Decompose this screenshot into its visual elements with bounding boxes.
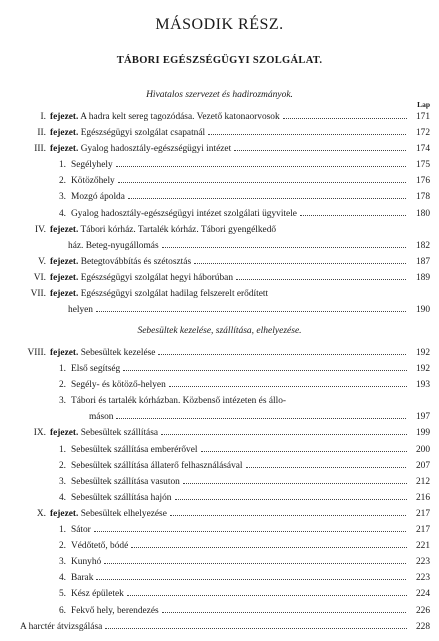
toc-entry-text: Sebesültek szállítása emberérővel bbox=[71, 444, 198, 455]
toc-entry-page: 223 bbox=[415, 573, 430, 584]
dot-leader bbox=[175, 499, 408, 500]
toc-entry-number: 4. bbox=[58, 492, 66, 503]
toc-entry-page: 223 bbox=[415, 557, 430, 568]
toc-entry-text: Sátor bbox=[71, 525, 91, 536]
toc-entry-title bbox=[50, 254, 407, 270]
section-heading-1: Hivatalos szervezet és hadirozmányok. bbox=[146, 90, 293, 100]
toc-entry bbox=[0, 109, 439, 125]
toc-entry-text: helyen bbox=[68, 305, 93, 316]
toc-entry-text: Egészségügyi szolgálat hegyi háborúban bbox=[80, 272, 234, 283]
toc-entry-text: Segély- és kötöző-helyen bbox=[71, 380, 166, 391]
toc-entry-number: VIII. bbox=[27, 348, 46, 358]
toc-entry bbox=[0, 522, 439, 538]
toc-entry-title bbox=[71, 393, 407, 409]
toc-entry-page: 175 bbox=[415, 160, 430, 171]
toc-entry-title bbox=[71, 490, 407, 506]
toc-entry bbox=[0, 206, 439, 222]
toc-entry-text: Kunyhó bbox=[71, 557, 102, 568]
toc-entry-number: I. bbox=[40, 112, 46, 122]
toc-entry-page: 187 bbox=[415, 256, 430, 267]
toc-entry-page: 190 bbox=[415, 305, 430, 316]
dot-leader bbox=[116, 166, 407, 167]
toc-entry-number: 1. bbox=[58, 525, 66, 536]
toc-entry bbox=[0, 506, 439, 522]
toc-entry-page: 224 bbox=[415, 589, 430, 600]
toc-entry bbox=[0, 270, 439, 286]
toc-entry-number: V. bbox=[38, 256, 46, 267]
toc-entry-page: 172 bbox=[415, 128, 430, 139]
dot-leader bbox=[183, 483, 407, 484]
toc-entry-text: Sebesültek szállítása hajón bbox=[71, 492, 172, 503]
toc-entry-text: Egészségügyi szolgálat csapatnál bbox=[80, 128, 206, 139]
toc-entry-number: 1. bbox=[58, 444, 66, 455]
toc-entry-title bbox=[68, 302, 407, 318]
dot-leader bbox=[94, 531, 407, 532]
toc-entry-text: Kötözőhely bbox=[71, 176, 115, 187]
dot-leader bbox=[161, 434, 407, 435]
toc-entry-number: 3. bbox=[58, 396, 66, 407]
toc-entry-number: 3. bbox=[58, 192, 66, 203]
toc-entry-text: Segélyhely bbox=[71, 160, 113, 171]
toc-entry-page: 189 bbox=[415, 272, 430, 283]
toc-entry-keyword: fejezet. bbox=[50, 348, 79, 358]
toc-entry-number: 2. bbox=[58, 541, 66, 552]
dot-leader bbox=[208, 134, 407, 135]
toc-entry-title bbox=[20, 619, 407, 635]
dot-leader bbox=[105, 628, 407, 629]
toc-entry-keyword: fejezet. bbox=[50, 272, 79, 283]
dot-leader bbox=[118, 182, 407, 183]
toc-entry-title bbox=[71, 554, 407, 570]
toc-entry-keyword: fejezet. bbox=[50, 508, 79, 519]
toc-entry-page: 176 bbox=[415, 176, 430, 187]
dot-leader bbox=[162, 612, 407, 613]
toc-entry-text: Barak bbox=[71, 573, 94, 584]
toc-entry-title bbox=[50, 286, 407, 302]
toc-entry-number: 6. bbox=[58, 605, 66, 616]
toc-entry-title bbox=[71, 586, 407, 602]
toc-entry-title bbox=[50, 125, 407, 141]
toc-entry-title bbox=[71, 442, 407, 458]
dot-leader bbox=[96, 579, 407, 580]
toc-entry bbox=[0, 125, 439, 141]
toc-entry-title bbox=[50, 345, 407, 361]
toc-entry-title bbox=[68, 238, 407, 254]
toc-entry-page: 182 bbox=[415, 240, 430, 251]
toc-entry-title bbox=[71, 570, 407, 586]
toc-entry bbox=[0, 619, 439, 635]
toc-entry-number: 1. bbox=[58, 160, 66, 171]
toc-entry bbox=[0, 345, 439, 361]
dot-leader bbox=[158, 354, 407, 355]
dot-leader bbox=[194, 263, 407, 264]
toc-entry-keyword: fejezet. bbox=[50, 128, 79, 139]
section-heading-2: Sebesültek kezelése, szállítása, elhelyezése. bbox=[137, 326, 302, 336]
toc-entry-text: ház. Beteg-nyugállomás bbox=[68, 240, 159, 251]
toc-entry-keyword: fejezet. bbox=[50, 112, 79, 122]
toc-entry bbox=[0, 490, 439, 506]
toc-entry-number: 4. bbox=[58, 208, 66, 219]
toc-entry-text: Első segítség bbox=[71, 364, 121, 375]
part-title: MÁSODIK RÉSZ. bbox=[155, 16, 284, 33]
toc-entry bbox=[0, 189, 439, 205]
toc-entry-number: IV. bbox=[34, 224, 46, 235]
toc-entry bbox=[0, 157, 439, 173]
toc-entry-title bbox=[89, 409, 407, 425]
toc-entry bbox=[0, 554, 439, 570]
toc-entry-page: 174 bbox=[415, 144, 430, 155]
toc-entry bbox=[0, 458, 439, 474]
toc-entry-page: 192 bbox=[415, 364, 430, 375]
toc-entry-title bbox=[50, 109, 407, 125]
dot-leader bbox=[300, 215, 407, 216]
toc-entry-title bbox=[71, 377, 407, 393]
toc-entry bbox=[0, 393, 439, 409]
toc-entry-text: Betegtovábbítás és szétosztás bbox=[80, 256, 192, 267]
toc-entry-number: 3. bbox=[58, 557, 66, 568]
toc-entry-number: IX. bbox=[33, 428, 46, 439]
part-subtitle: TÁBORI EGÉSZSÉGÜGYI SZOLGÁLAT. bbox=[116, 55, 323, 66]
toc-entry bbox=[0, 538, 439, 554]
toc-entry bbox=[0, 254, 439, 270]
dot-leader bbox=[131, 547, 407, 548]
toc-entry-title bbox=[71, 173, 407, 189]
toc-entry-page: 228 bbox=[415, 621, 430, 632]
toc-entry-page: 200 bbox=[415, 444, 430, 455]
toc-entry-title bbox=[71, 361, 407, 377]
toc-entry-text: A harctér átvizsgálása bbox=[20, 621, 103, 632]
toc-entry-text: Tábori kórház. Tartalék kórház. Tábori gyengélkedő bbox=[80, 224, 277, 235]
toc-entry-text: Egészségügyi szolgálat hadilag felszerelt erődített bbox=[80, 289, 269, 300]
dot-leader bbox=[201, 451, 407, 452]
toc-entry-page: 193 bbox=[415, 380, 430, 391]
toc-section-1 bbox=[0, 109, 439, 318]
toc-entry-text: Tábori és tartalék kórházban. Közbenső intézeten és állo- bbox=[71, 396, 287, 407]
toc-entry-title bbox=[71, 538, 407, 554]
toc-entry-title bbox=[71, 522, 407, 538]
toc-entry-page: 180 bbox=[415, 208, 430, 219]
toc-section-2 bbox=[0, 345, 439, 635]
dot-leader bbox=[169, 386, 407, 387]
toc-entry-page: 197 bbox=[415, 412, 430, 423]
toc-entry-number: 5. bbox=[58, 589, 66, 600]
toc-entry-text: Fekvő hely, berendezés bbox=[71, 605, 159, 616]
toc-entry-keyword: fejezet. bbox=[50, 224, 79, 235]
toc-entry-page: 221 bbox=[415, 541, 430, 552]
toc-entry bbox=[0, 603, 439, 619]
toc-entry-title bbox=[71, 206, 407, 222]
dot-leader bbox=[96, 311, 407, 312]
toc-entry-text: Sebesültek elhelyezése bbox=[80, 508, 167, 519]
toc-entry-text: Sebesültek szállítása állaterő felhasználásával bbox=[71, 460, 243, 471]
toc-entry-text: Sebesültek szállítása vasuton bbox=[71, 476, 180, 487]
toc-entry bbox=[0, 425, 439, 441]
dot-leader bbox=[128, 198, 407, 199]
dot-leader bbox=[162, 247, 407, 248]
dot-leader bbox=[170, 515, 407, 516]
dot-leader bbox=[127, 595, 407, 596]
toc-entry-text: Sebesültek kezelése bbox=[80, 348, 156, 358]
toc-entry bbox=[0, 141, 439, 157]
toc-entry bbox=[0, 286, 439, 302]
toc-entry-page: 199 bbox=[415, 428, 430, 439]
toc-entry-number: 4. bbox=[58, 573, 66, 584]
toc-entry bbox=[0, 377, 439, 393]
toc-entry-title bbox=[50, 222, 407, 238]
toc-entry-text: A hadra kelt sereg tagozódása. Vezető katonaorvosok bbox=[80, 112, 280, 122]
toc-entry bbox=[0, 361, 439, 377]
toc-entry-page: 217 bbox=[415, 508, 430, 519]
toc-entry bbox=[0, 222, 439, 238]
toc-entry-page: 216 bbox=[415, 492, 430, 503]
toc-entry-title bbox=[71, 189, 407, 205]
toc-entry-text: Gyalog hadosztály-egészségügyi intézet szolgálati ügyvitele bbox=[71, 208, 297, 219]
toc-entry-text: máson bbox=[89, 412, 114, 423]
toc-entry-page: 212 bbox=[415, 476, 430, 487]
toc-entry-keyword: fejezet. bbox=[50, 256, 79, 267]
toc-entry-keyword: fejezet. bbox=[50, 289, 79, 300]
dot-leader bbox=[116, 418, 407, 419]
toc-entry-number: II. bbox=[37, 128, 46, 139]
toc-entry-text: Sebesültek szállítása bbox=[80, 428, 159, 439]
toc-entry-keyword: fejezet. bbox=[50, 428, 79, 439]
toc-entry-number: III. bbox=[34, 144, 46, 155]
toc-entry-number: 1. bbox=[58, 364, 66, 375]
toc-entry-page: 207 bbox=[415, 460, 430, 471]
toc-entry-text: Gyalog hadosztály-egészségügyi intézet bbox=[80, 144, 232, 155]
toc-entry-title bbox=[50, 141, 407, 157]
dot-leader bbox=[104, 563, 407, 564]
toc-entry-title bbox=[71, 603, 407, 619]
toc-entry-page: 217 bbox=[415, 525, 430, 536]
toc-entry-title bbox=[50, 270, 407, 286]
toc-entry-title bbox=[50, 425, 407, 441]
toc-entry-text: Mozgó ápolda bbox=[71, 192, 125, 203]
toc-entry-number: VII. bbox=[30, 289, 46, 300]
toc-entry-title bbox=[50, 506, 407, 522]
page-column-label: Lap bbox=[417, 100, 430, 109]
toc-entry bbox=[0, 442, 439, 458]
dot-leader bbox=[283, 118, 407, 119]
toc-entry-number: 2. bbox=[58, 460, 66, 471]
toc-entry-number: 3. bbox=[58, 476, 66, 487]
toc-entry-number: X. bbox=[36, 508, 46, 519]
dot-leader bbox=[234, 150, 407, 151]
toc-entry bbox=[0, 409, 439, 425]
toc-entry bbox=[0, 474, 439, 490]
toc-entry-text: Kész épületek bbox=[71, 589, 124, 600]
toc-entry bbox=[0, 173, 439, 189]
toc-entry bbox=[0, 302, 439, 318]
toc-entry-page: 192 bbox=[415, 348, 430, 358]
toc-entry-page: 171 bbox=[415, 112, 430, 122]
toc-entry bbox=[0, 570, 439, 586]
dot-leader bbox=[123, 370, 407, 371]
dot-leader bbox=[246, 467, 407, 468]
toc-entry-page: 226 bbox=[415, 605, 430, 616]
toc-entry-title bbox=[71, 157, 407, 173]
toc-entry-number: 2. bbox=[58, 176, 66, 187]
toc-entry bbox=[0, 586, 439, 602]
toc-entry-number: 2. bbox=[58, 380, 66, 391]
toc-entry-keyword: fejezet. bbox=[50, 144, 79, 155]
toc-entry bbox=[0, 238, 439, 254]
toc-entry-page: 178 bbox=[415, 192, 430, 203]
toc-entry-title bbox=[71, 474, 407, 490]
toc-entry-title bbox=[71, 458, 407, 474]
toc-entry-text: Védőtető, bódé bbox=[71, 541, 129, 552]
toc-entry-number: VI. bbox=[33, 272, 46, 283]
dot-leader bbox=[236, 279, 407, 280]
